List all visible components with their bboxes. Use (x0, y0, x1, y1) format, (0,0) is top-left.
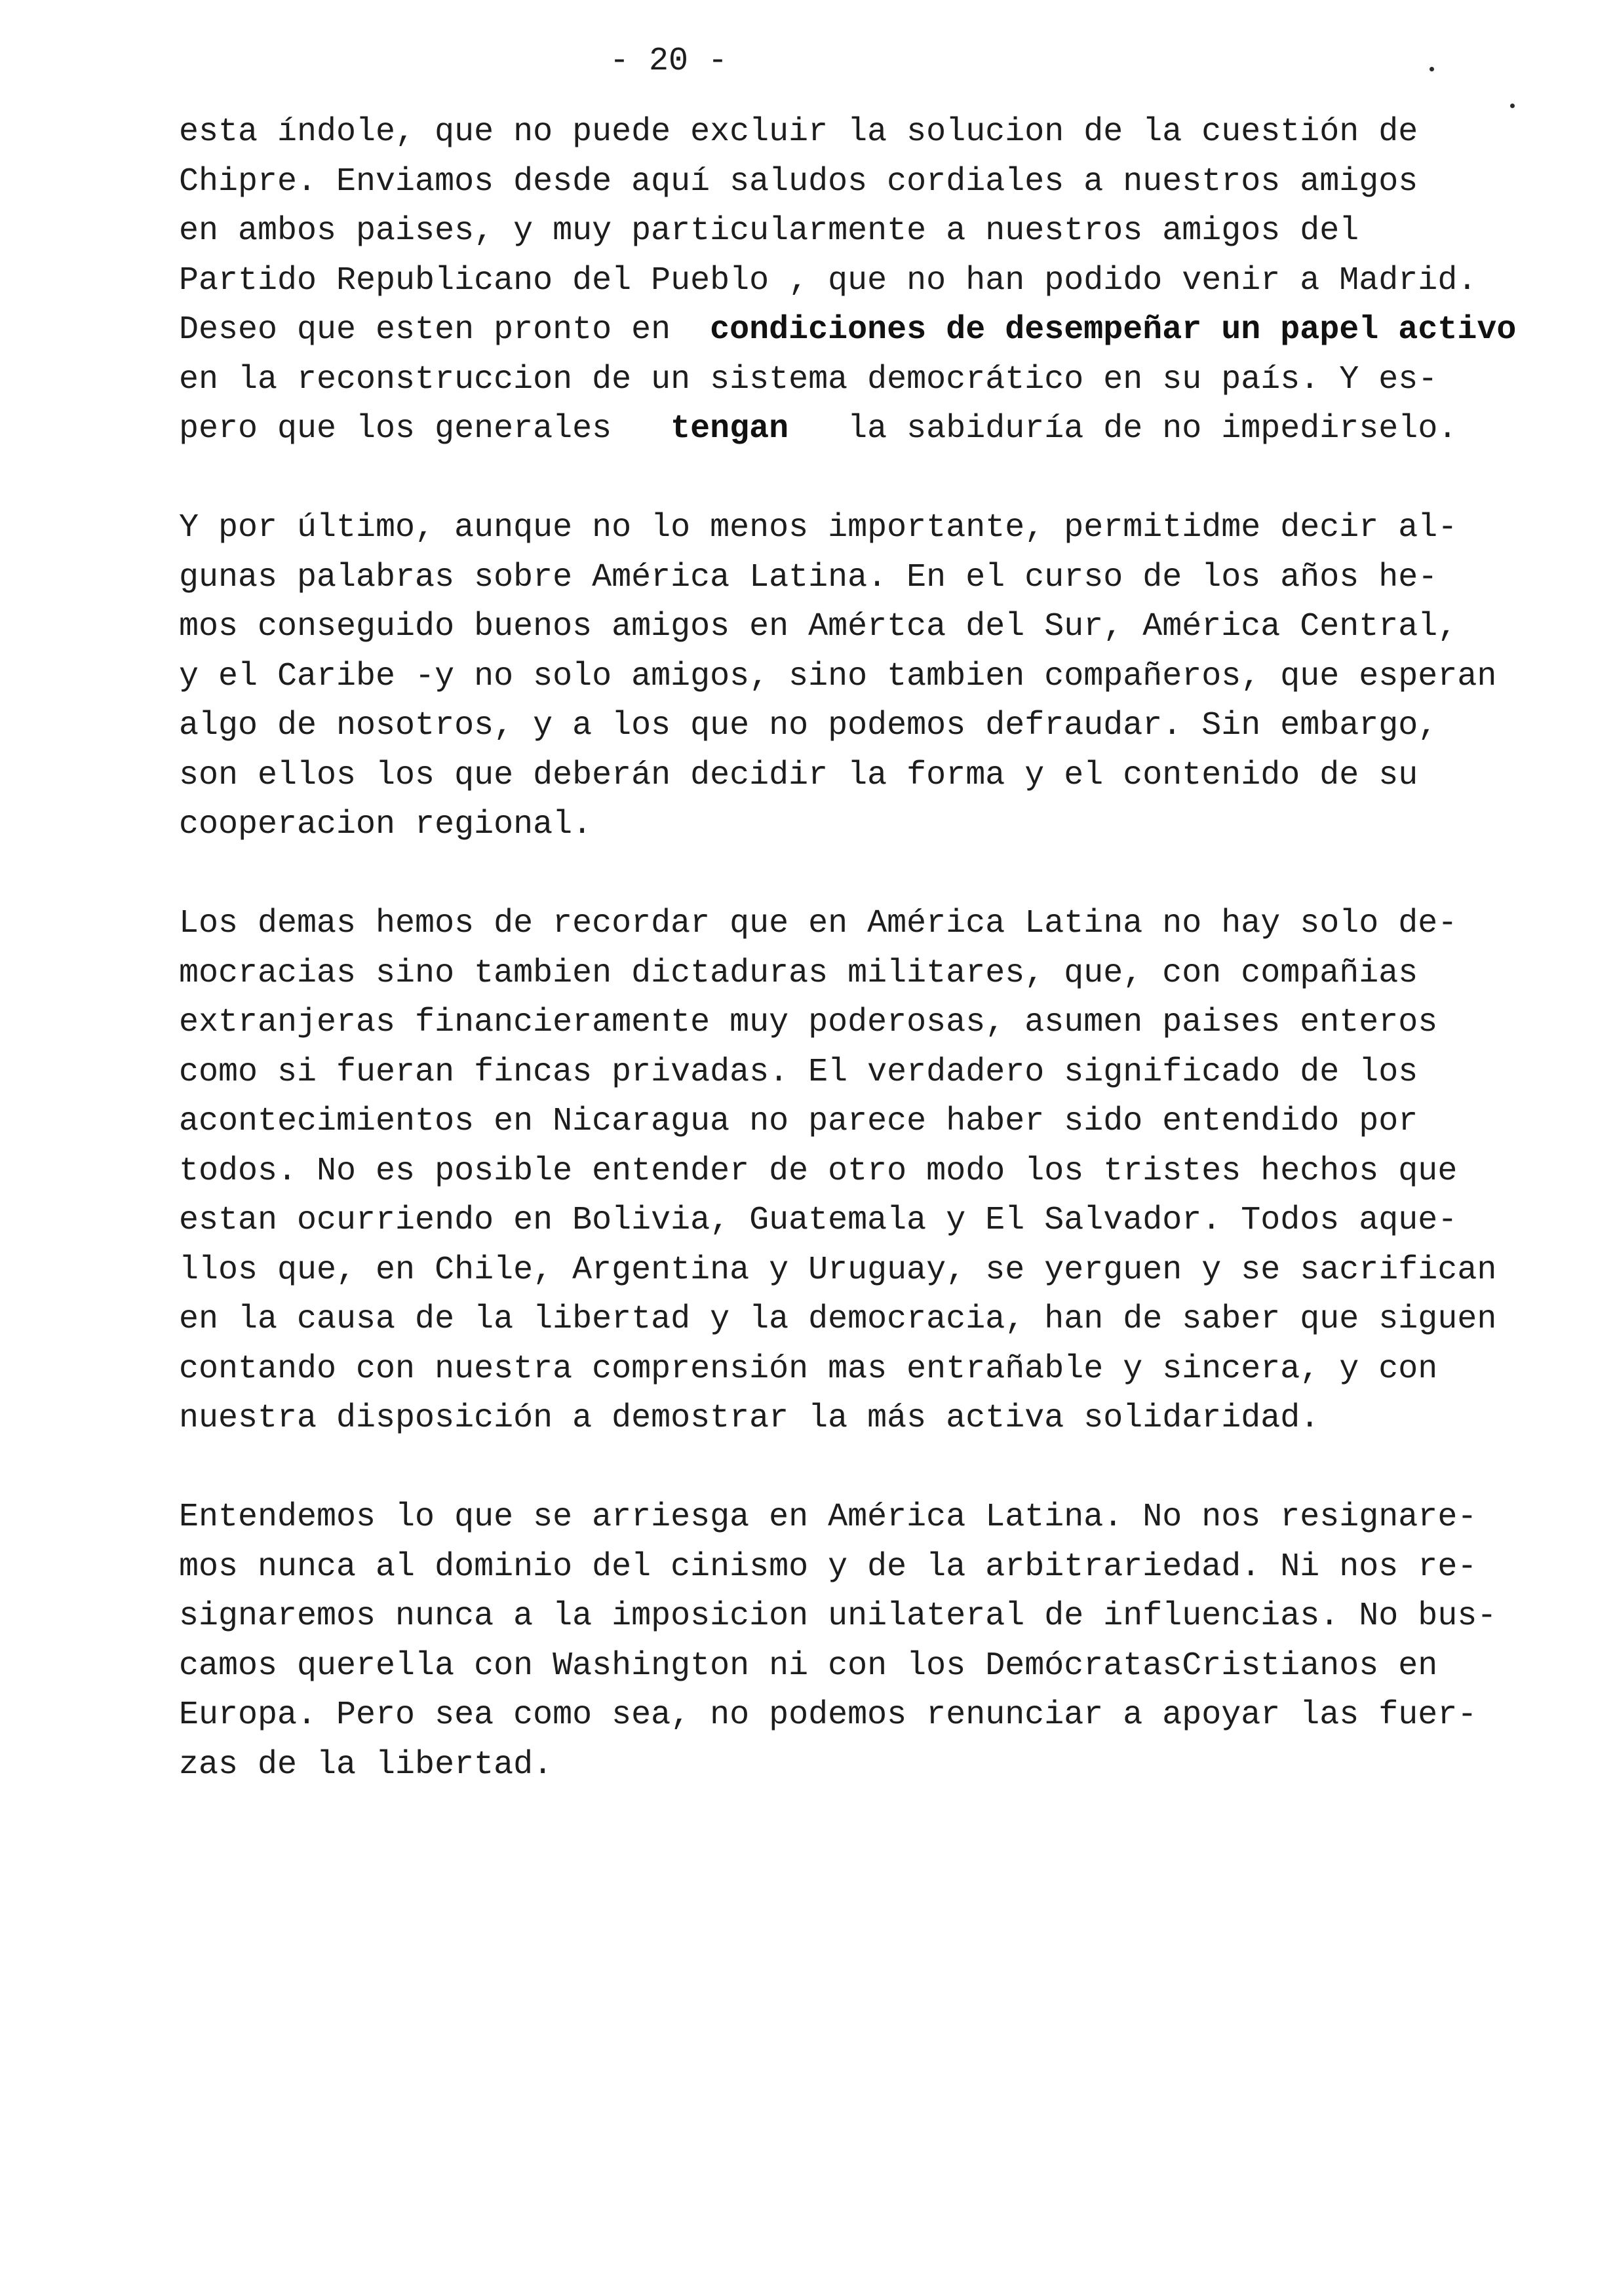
text-line: nuestra disposición a demostrar la más activa solidaridad. (179, 1400, 1320, 1437)
ink-speck (1430, 67, 1434, 71)
text-segment: pero que los generales (179, 410, 671, 448)
text-line: contando con nuestra comprensión mas entrañable y sincera, y con (179, 1350, 1438, 1388)
bold-text-segment: condiciones de desempeñar un papel activo (710, 311, 1517, 349)
paragraph-4 (179, 1493, 1582, 1789)
text-segment: Deseo que esten pronto en (179, 311, 710, 349)
text-line: zas de la libertad. (179, 1746, 553, 1784)
text-line: Europa. Pero sea como sea, no podemos renunciar a apoyar las fuer- (179, 1696, 1477, 1734)
bold-text-segment: tengan (671, 410, 789, 448)
paragraph-2 (179, 503, 1582, 850)
text-line: en la reconstruccion de un sistema democrático en su país. Y es- (179, 360, 1438, 398)
text-line: todos. No es posible entender de otro modo los tristes hechos que (179, 1152, 1458, 1190)
text-line: cooperacion regional. (179, 806, 593, 843)
text-line: en ambos paises, y muy particularmente a nuestros amigos del (179, 212, 1359, 250)
text-line: algo de nosotros, y a los que no podemos defraudar. Sin embargo, (179, 707, 1438, 744)
text-line: signaremos nunca a la imposicion unilateral de influencias. No bus- (179, 1598, 1497, 1635)
text-line: mos conseguido buenos amigos en Amértca del Sur, América Central, (179, 608, 1458, 645)
text-line: Y por último, aunque no lo menos importante, permitidme decir al- (179, 509, 1458, 546)
text-line: esta índole, que no puede excluir la solucion de la cuestión de (179, 113, 1418, 151)
text-line: gunas palabras sobre América Latina. En el curso de los años he- (179, 558, 1438, 596)
document-body (179, 107, 1582, 1839)
text-line: Partido Republicano del Pueblo , que no han podido venir a Madrid. (179, 261, 1477, 299)
paragraph-3 (179, 899, 1582, 1444)
text-line: llos que, en Chile, Argentina y Uruguay, se yerguen y se sacrifican (179, 1251, 1497, 1289)
text-line: acontecimientos en Nicaragua no parece haber sido entendido por (179, 1103, 1418, 1140)
paragraph-1 (179, 107, 1582, 454)
text-line: son ellos los que deberán decidir la forma y el contenido de su (179, 756, 1418, 794)
text-line (179, 404, 1582, 454)
text-segment: la sabiduría de no impedirselo. (788, 410, 1458, 448)
text-line (179, 305, 1582, 355)
text-line: Chipre. Enviamos desde aquí saludos cordiales a nuestros amigos (179, 163, 1418, 201)
text-line: camos querella con Washington ni con los DemócratasCristianos en (179, 1647, 1438, 1685)
text-line: extranjeras financieramente muy poderosas, asumen paises enteros (179, 1004, 1438, 1041)
text-line: mos nunca al dominio del cinismo y de la arbitrariedad. Ni nos re- (179, 1548, 1477, 1586)
text-line: Entendemos lo que se arriesga en América Latina. No nos resignare- (179, 1499, 1477, 1536)
text-line: Los demas hemos de recordar que en América Latina no hay solo de- (179, 905, 1458, 942)
text-line: y el Caribe -y no solo amigos, sino tambien compañeros, que esperan (179, 657, 1497, 695)
text-line: en la causa de la libertad y la democracia, han de saber que siguen (179, 1301, 1497, 1338)
text-line: como si fueran fincas privadas. El verdadero significado de los (179, 1053, 1418, 1091)
page-number: - 20 - (610, 43, 728, 80)
text-line: estan ocurriendo en Bolivia, Guatemala y El Salvador. Todos aque- (179, 1202, 1458, 1239)
text-line: mocracias sino tambien dictaduras militares, que, con compañias (179, 954, 1418, 992)
